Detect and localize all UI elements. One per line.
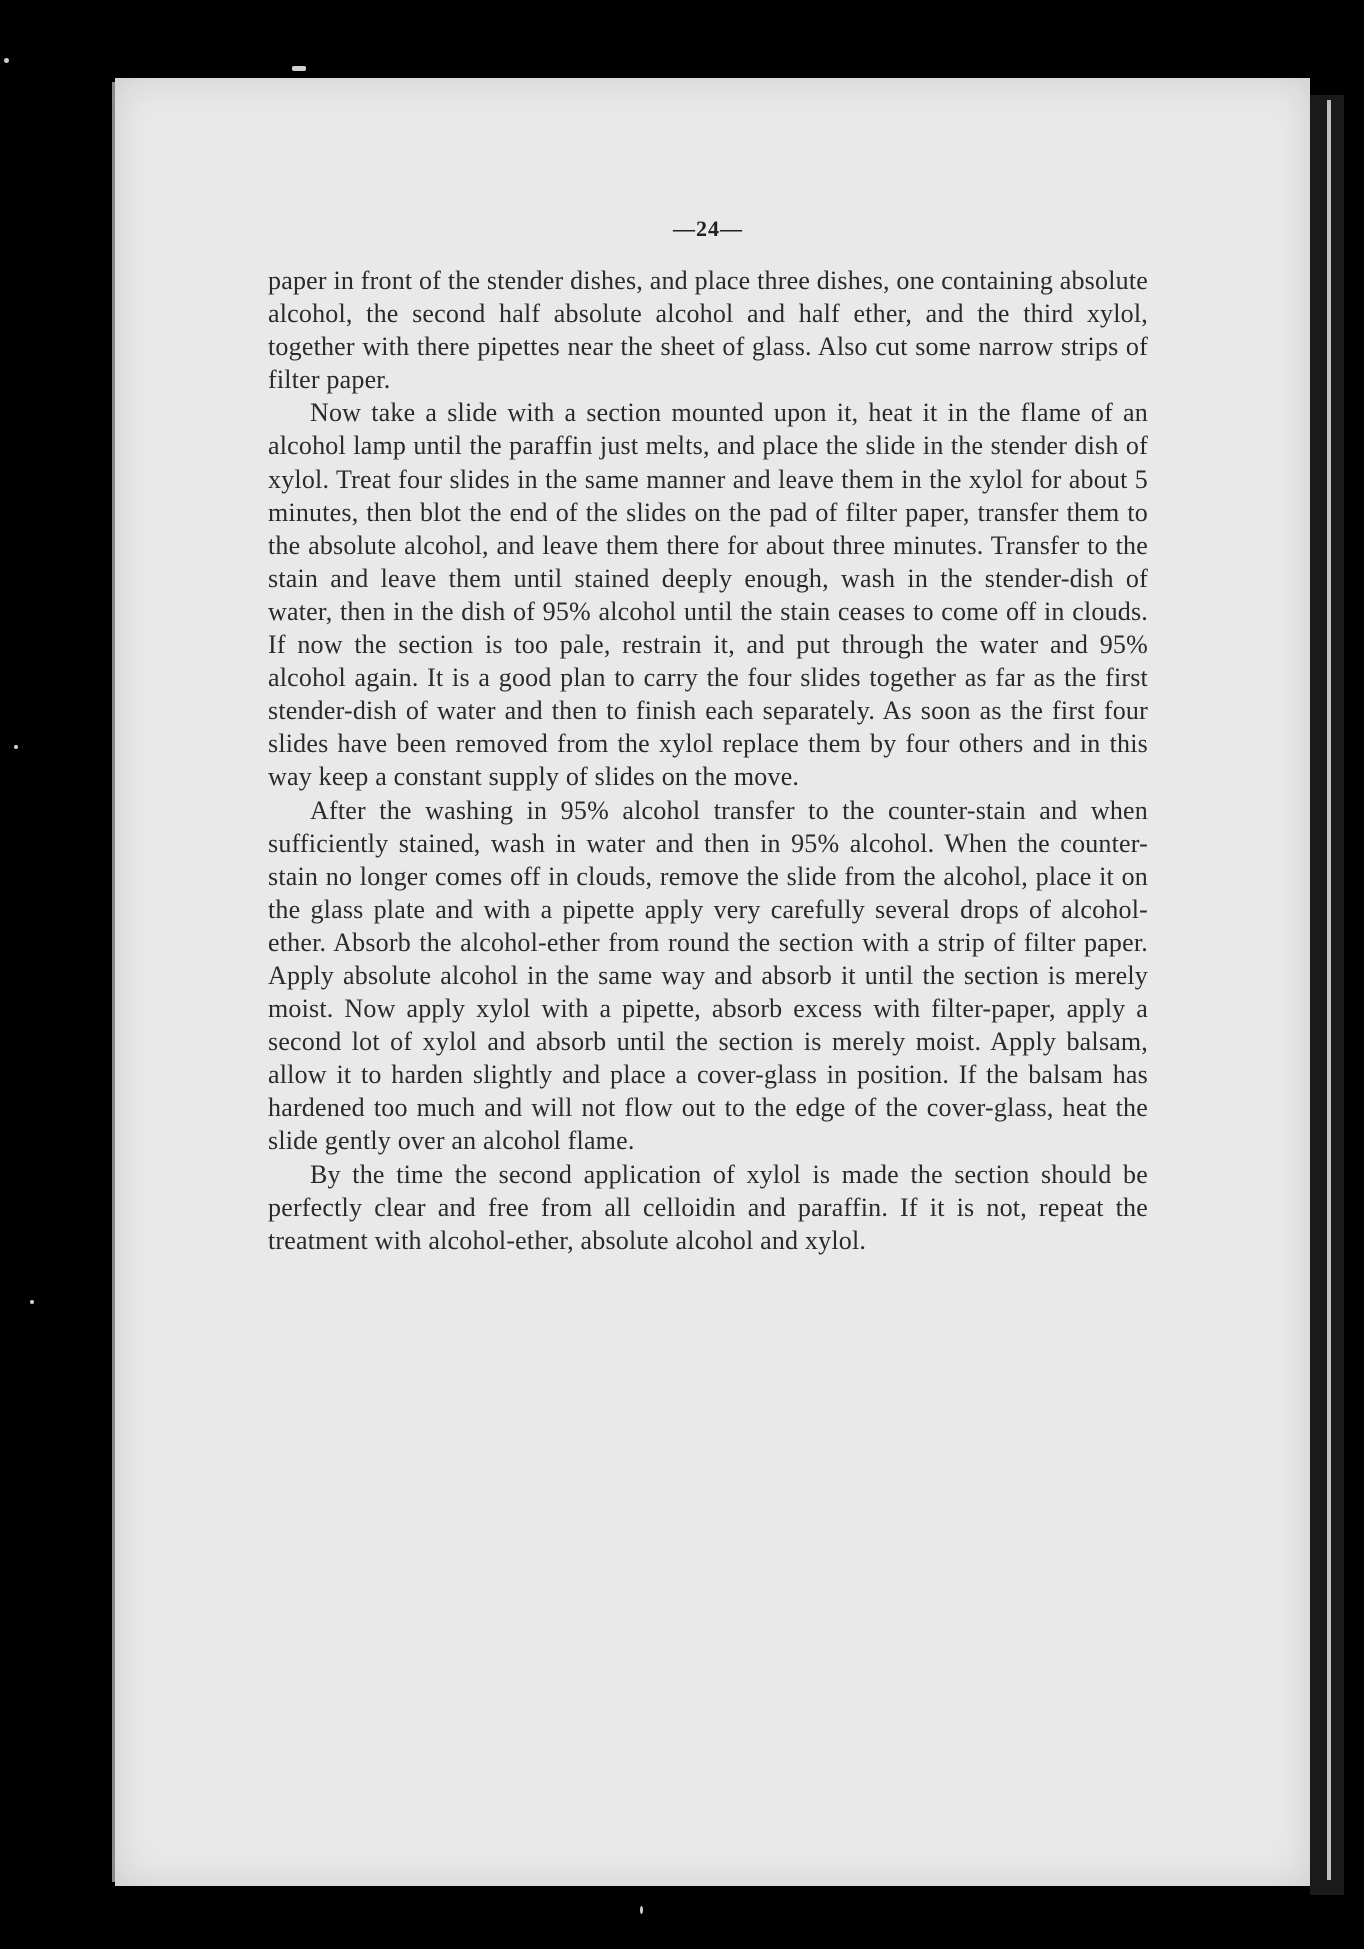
paragraph-continuation: paper in front of the stender dishes, and place three dishes, one containing absolute alcohol, the second half absolute alcohol and half ether, and the third xylol, together with there pipettes near the sheet of glass. Also cut some narrow strips of filter paper. (268, 266, 1148, 395)
paragraph-clearing: By the time the second application of xylol is made the section should be perfectly clear and free from all celloidin and paraffin. If it is not, repeat the treatment with alcohol-ether, absolute alcohol and xylol. (268, 1159, 1148, 1255)
scan-speck (4, 58, 9, 63)
paragraph-slide-procedure: Now take a slide with a section mounted upon it, heat it in the flame of an alcohol lamp until the paraffin just melts, and place the slide in the stender dish of xylol. Treat four slides in the same manner and leave them in the xylol for about 5 minutes, then blot the end of the slides on the pad of filter paper, transfer them to the absolute alcohol, and leave them there for about three minutes. Transfer to the stain and leave them until stained deeply enough, wash in the stender-dish of water, then in the dish of 95% alcohol until the stain ceases to come off in clouds. If now the section is too pale, restrain it, and put through the water and 95% alcohol again. It is a good plan to carry the four slides together as far as the first stender-dish of water and then to finish each separately. As soon as the first four slides have been removed from the xylol replace them by four others and in this way keep a constant supply of slides on the move. (268, 398, 1148, 792)
page-number: —24— (673, 216, 743, 241)
paragraph-counter-stain: After the washing in 95% alcohol transfer to the counter-stain and when sufficiently stained, wash in water and then in 95% alcohol. When the counter-stain no longer comes off in clouds, remove the slide from the alcohol, place it on the glass plate and with a pipette apply very carefully several drops of alcohol-ether. Absorb the alcohol-ether from round the section with a strip of filter paper. Apply absolute alcohol in the same way and absorb it until the section is merely moist. Now apply xylol with a pipette, absorb excess with filter-paper, apply a second lot of xylol and absorb until the section is merely moist. Apply balsam, allow it to harden slightly and place a cover-glass in position. If the balsam has hardened too much and will not flow out to the edge of the cover-glass, heat the slide gently over an alcohol flame. (268, 795, 1148, 1156)
scan-speck (292, 66, 306, 71)
text-block (268, 216, 1148, 1257)
gutter-edge-line (1327, 100, 1331, 1880)
scan-speck (640, 1906, 643, 1914)
scan-speck (14, 745, 18, 749)
scan-speck (30, 1300, 34, 1304)
